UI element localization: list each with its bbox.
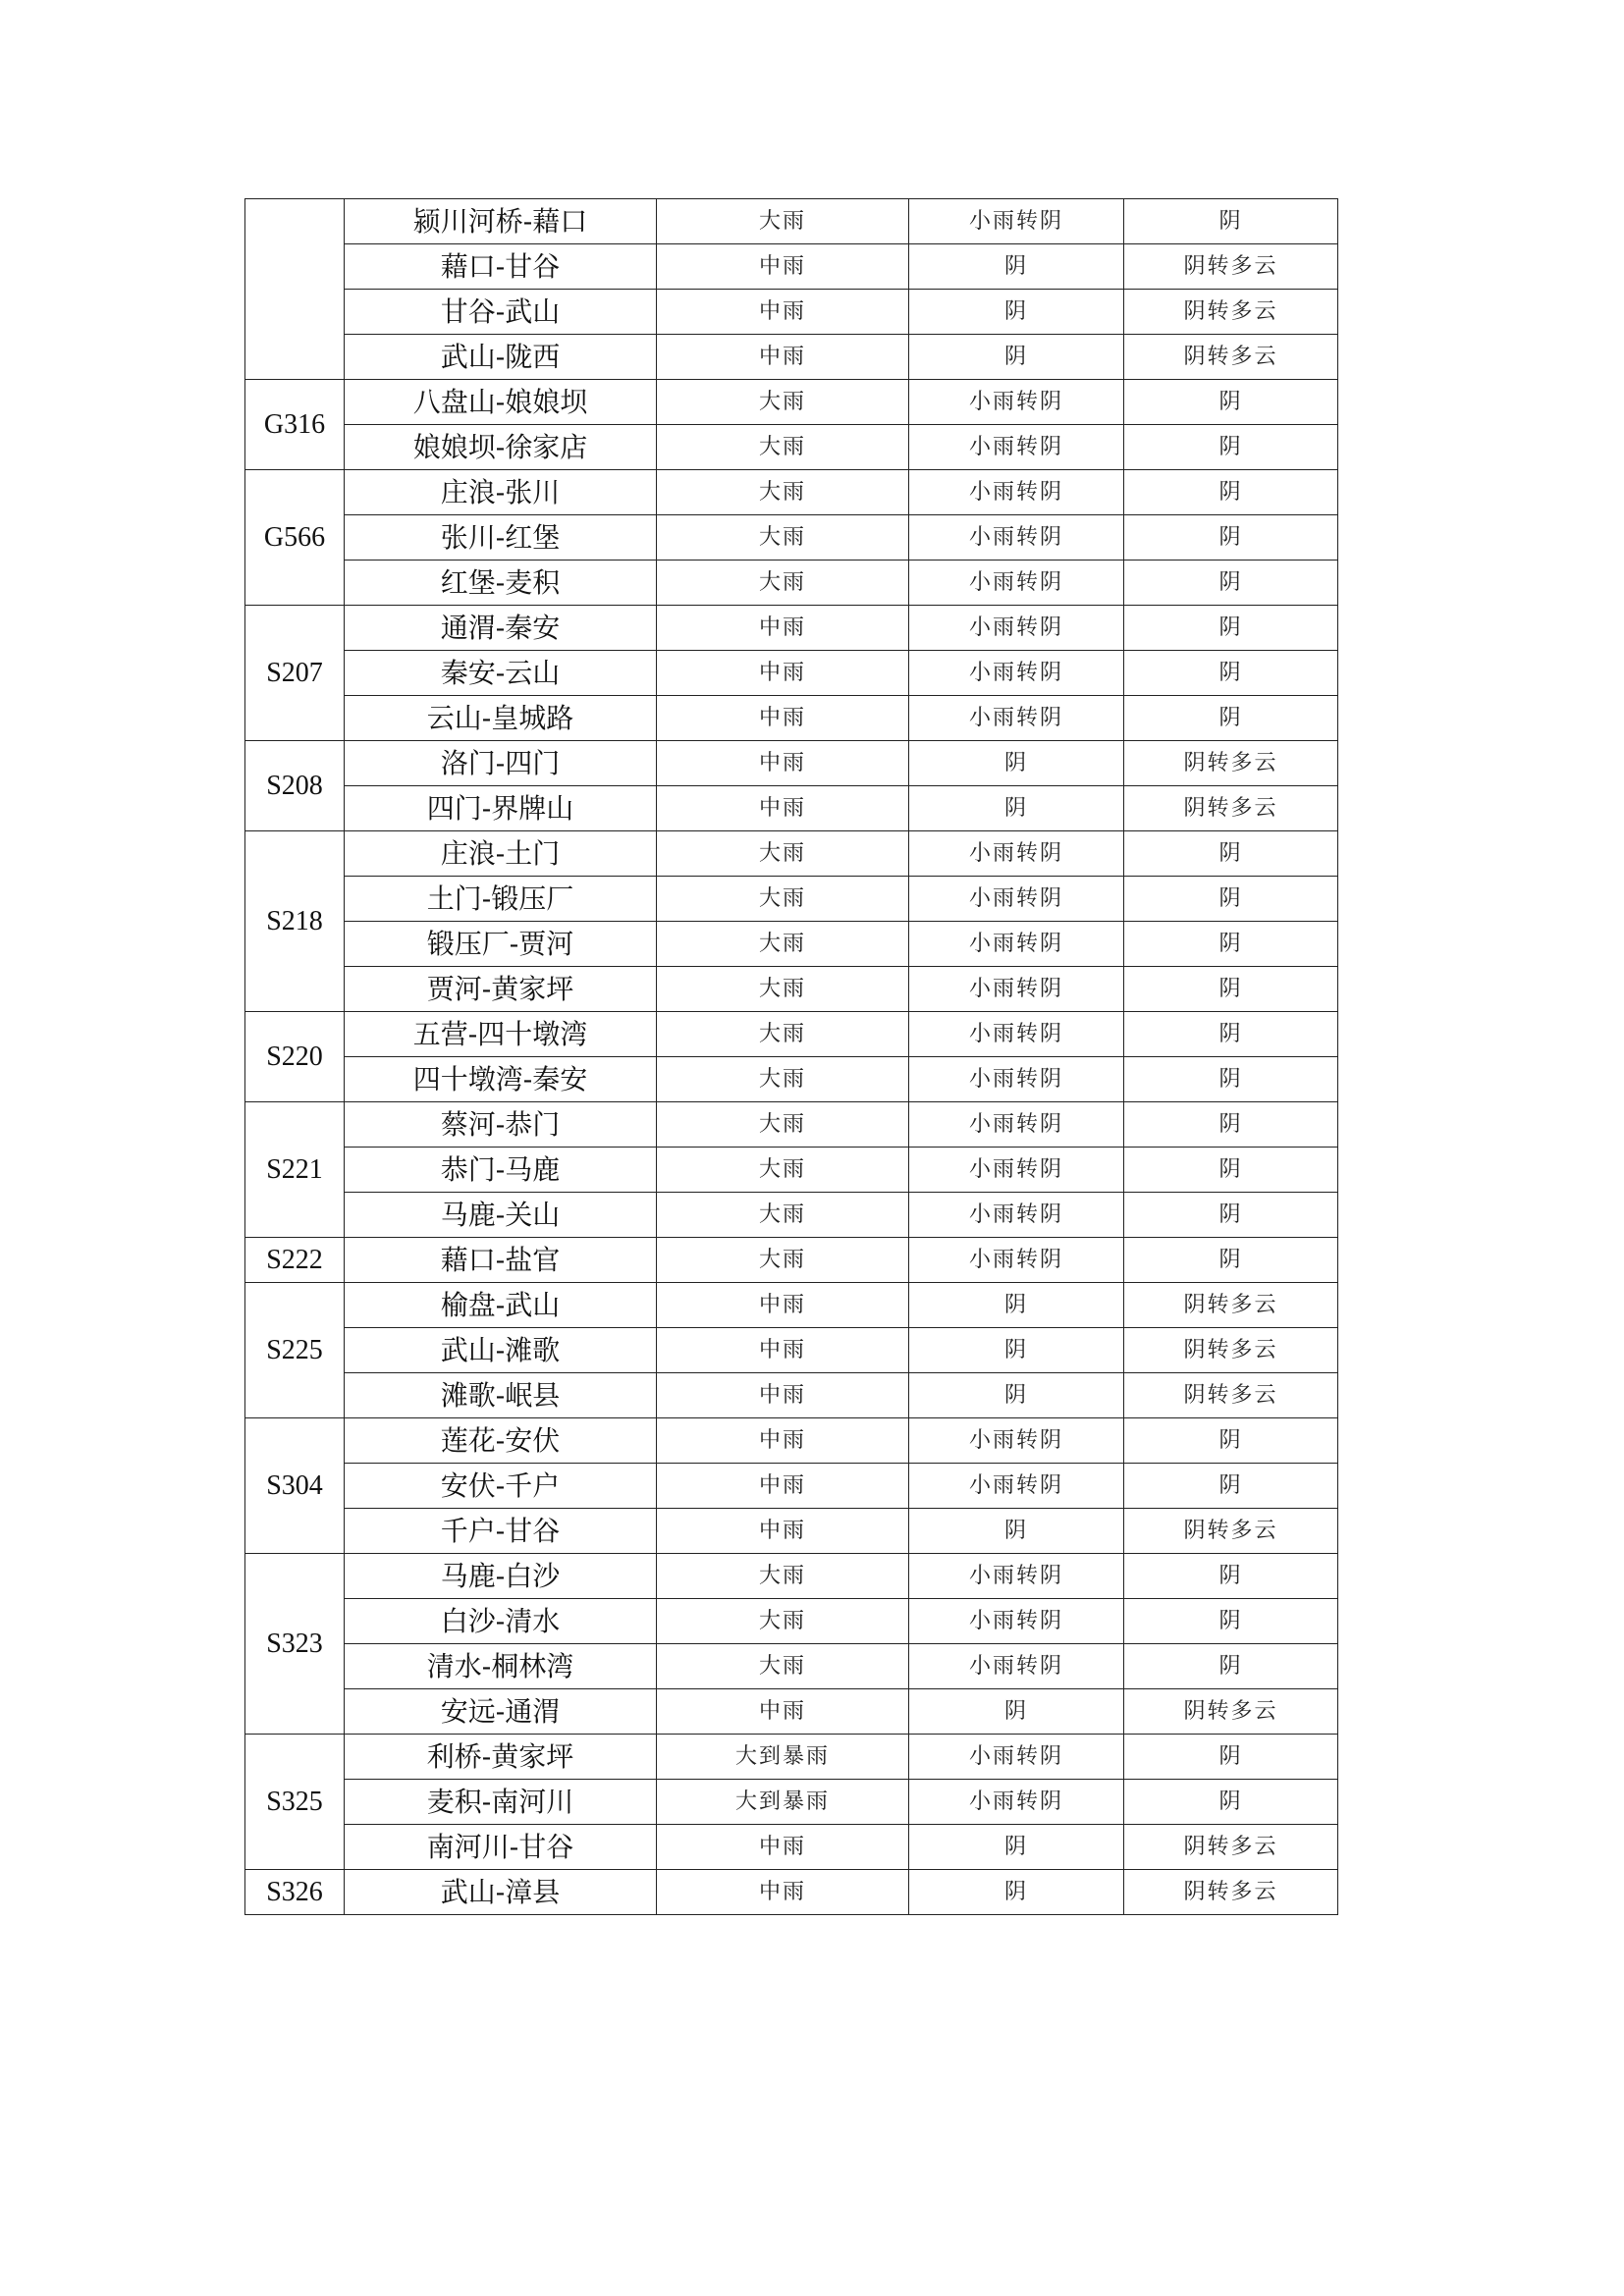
table-row: [245, 1193, 1338, 1238]
road-segment-cell: 云山-皇城路: [345, 696, 657, 741]
weather-day3-cell: 阴: [1124, 831, 1338, 877]
weather-day3-cell: 阴: [1124, 515, 1338, 561]
weather-day2-cell: 小雨转阴: [909, 199, 1124, 244]
weather-day1-cell: 中雨: [657, 1689, 909, 1735]
road-code-cell: G566: [245, 470, 345, 606]
weather-day3-cell: 阴: [1124, 1238, 1338, 1283]
weather-day3-cell: 阴: [1124, 967, 1338, 1012]
road-code-cell: S325: [245, 1735, 345, 1870]
weather-day3-cell: 阴: [1124, 922, 1338, 967]
road-segment-cell: 土门-锻压厂: [345, 877, 657, 922]
weather-day2-cell: 阴: [909, 1825, 1124, 1870]
weather-day2-cell: 小雨转阴: [909, 380, 1124, 425]
weather-day2-cell: 小雨转阴: [909, 1148, 1124, 1193]
weather-day1-cell: 大雨: [657, 1057, 909, 1102]
road-segment-cell: 千户-甘谷: [345, 1509, 657, 1554]
table-row: [245, 470, 1338, 515]
table-row: [245, 561, 1338, 606]
weather-day3-cell: 阴: [1124, 470, 1338, 515]
road-segment-cell: 张川-红堡: [345, 515, 657, 561]
table-row: [245, 1780, 1338, 1825]
weather-day3-cell: 阴: [1124, 1057, 1338, 1102]
table-row: [245, 1689, 1338, 1735]
road-segment-cell: 莲花-安伏: [345, 1418, 657, 1464]
weather-day1-cell: 大雨: [657, 1238, 909, 1283]
weather-day1-cell: 中雨: [657, 696, 909, 741]
weather-day1-cell: 大雨: [657, 425, 909, 470]
weather-day1-cell: 中雨: [657, 1283, 909, 1328]
weather-day1-cell: 大雨: [657, 1193, 909, 1238]
weather-day2-cell: 小雨转阴: [909, 651, 1124, 696]
weather-day3-cell: 阴转多云: [1124, 1870, 1338, 1915]
weather-day1-cell: 中雨: [657, 786, 909, 831]
table-row: [245, 1870, 1338, 1915]
road-code-cell: S304: [245, 1418, 345, 1554]
weather-day1-cell: 中雨: [657, 606, 909, 651]
weather-day1-cell: 大雨: [657, 1148, 909, 1193]
table-row: [245, 1373, 1338, 1418]
weather-day2-cell: 阴: [909, 335, 1124, 380]
weather-day3-cell: 阴转多云: [1124, 335, 1338, 380]
weather-day3-cell: 阴: [1124, 651, 1338, 696]
road-segment-cell: 南河川-甘谷: [345, 1825, 657, 1870]
weather-day2-cell: 阴: [909, 290, 1124, 335]
road-segment-cell: 武山-陇西: [345, 335, 657, 380]
weather-day1-cell: 大雨: [657, 1644, 909, 1689]
table-row: [245, 741, 1338, 786]
weather-day3-cell: 阴转多云: [1124, 1283, 1338, 1328]
weather-day3-cell: 阴转多云: [1124, 1509, 1338, 1554]
weather-day2-cell: 阴: [909, 786, 1124, 831]
road-segment-cell: 白沙-清水: [345, 1599, 657, 1644]
weather-day1-cell: 大雨: [657, 877, 909, 922]
road-segment-cell: 庄浪-张川: [345, 470, 657, 515]
table-row: [245, 786, 1338, 831]
road-code-cell: S225: [245, 1283, 345, 1418]
weather-day3-cell: 阴: [1124, 1599, 1338, 1644]
table-row: [245, 1238, 1338, 1283]
road-segment-cell: 藉口-甘谷: [345, 244, 657, 290]
weather-day2-cell: 小雨转阴: [909, 470, 1124, 515]
road-code-cell: S218: [245, 831, 345, 1012]
weather-day2-cell: 小雨转阴: [909, 1735, 1124, 1780]
weather-day2-cell: 小雨转阴: [909, 831, 1124, 877]
table-row: [245, 1057, 1338, 1102]
table-row: [245, 967, 1338, 1012]
weather-day3-cell: 阴: [1124, 1193, 1338, 1238]
weather-day2-cell: 小雨转阴: [909, 515, 1124, 561]
weather-day1-cell: 大雨: [657, 1012, 909, 1057]
weather-day2-cell: 小雨转阴: [909, 1238, 1124, 1283]
weather-day1-cell: 中雨: [657, 741, 909, 786]
weather-day1-cell: 大雨: [657, 1599, 909, 1644]
weather-day2-cell: 小雨转阴: [909, 1418, 1124, 1464]
road-segment-cell: 榆盘-武山: [345, 1283, 657, 1328]
weather-day2-cell: 阴: [909, 1328, 1124, 1373]
table-row: [245, 877, 1338, 922]
road-segment-cell: 四门-界牌山: [345, 786, 657, 831]
weather-day3-cell: 阴: [1124, 1554, 1338, 1599]
weather-day3-cell: 阴: [1124, 606, 1338, 651]
table-row: [245, 1418, 1338, 1464]
weather-day2-cell: 小雨转阴: [909, 1057, 1124, 1102]
weather-day2-cell: 小雨转阴: [909, 1554, 1124, 1599]
weather-day3-cell: 阴: [1124, 380, 1338, 425]
weather-day3-cell: 阴: [1124, 1012, 1338, 1057]
weather-day2-cell: 小雨转阴: [909, 1780, 1124, 1825]
weather-day3-cell: 阴: [1124, 877, 1338, 922]
weather-day2-cell: 阴: [909, 741, 1124, 786]
weather-day1-cell: 大到暴雨: [657, 1735, 909, 1780]
table-row: [245, 606, 1338, 651]
weather-day1-cell: 中雨: [657, 651, 909, 696]
weather-day3-cell: 阴转多云: [1124, 1328, 1338, 1373]
table-row: [245, 199, 1338, 244]
weather-day1-cell: 大雨: [657, 515, 909, 561]
road-segment-cell: 恭门-马鹿: [345, 1148, 657, 1193]
road-segment-cell: 洛门-四门: [345, 741, 657, 786]
weather-day1-cell: 大雨: [657, 561, 909, 606]
table-row: [245, 1599, 1338, 1644]
road-segment-cell: 红堡-麦积: [345, 561, 657, 606]
table-row: [245, 1825, 1338, 1870]
table-row: [245, 290, 1338, 335]
weather-day2-cell: 阴: [909, 1373, 1124, 1418]
road-segment-cell: 八盘山-娘娘坝: [345, 380, 657, 425]
table-row: [245, 831, 1338, 877]
table-row: [245, 425, 1338, 470]
road-segment-cell: 麦积-南河川: [345, 1780, 657, 1825]
road-code-cell: S207: [245, 606, 345, 741]
road-weather-table: [244, 198, 1338, 1915]
road-segment-cell: 安远-通渭: [345, 1689, 657, 1735]
weather-day1-cell: 中雨: [657, 1825, 909, 1870]
weather-day1-cell: 中雨: [657, 335, 909, 380]
road-segment-cell: 甘谷-武山: [345, 290, 657, 335]
road-segment-cell: 安伏-千户: [345, 1464, 657, 1509]
weather-day2-cell: 小雨转阴: [909, 877, 1124, 922]
road-code-cell: S222: [245, 1238, 345, 1283]
table-row: [245, 1012, 1338, 1057]
weather-day3-cell: 阴: [1124, 1735, 1338, 1780]
weather-day1-cell: 中雨: [657, 1464, 909, 1509]
table-row: [245, 335, 1338, 380]
weather-day3-cell: 阴: [1124, 199, 1338, 244]
weather-day2-cell: 阴: [909, 1870, 1124, 1915]
weather-day1-cell: 中雨: [657, 244, 909, 290]
weather-day2-cell: 小雨转阴: [909, 1012, 1124, 1057]
road-segment-cell: 庄浪-土门: [345, 831, 657, 877]
table-row: [245, 1148, 1338, 1193]
weather-day1-cell: 大雨: [657, 1102, 909, 1148]
road-segment-cell: 秦安-云山: [345, 651, 657, 696]
table-row: [245, 1554, 1338, 1599]
weather-day2-cell: 小雨转阴: [909, 425, 1124, 470]
weather-day1-cell: 中雨: [657, 1509, 909, 1554]
road-code-cell: S326: [245, 1870, 345, 1915]
road-segment-cell: 藉口-盐官: [345, 1238, 657, 1283]
weather-day3-cell: 阴: [1124, 1418, 1338, 1464]
weather-day3-cell: 阴: [1124, 1644, 1338, 1689]
weather-day2-cell: 阴: [909, 1283, 1124, 1328]
road-code-cell: [245, 199, 345, 380]
road-segment-cell: 四十墩湾-秦安: [345, 1057, 657, 1102]
weather-day3-cell: 阴: [1124, 1780, 1338, 1825]
weather-day2-cell: 小雨转阴: [909, 922, 1124, 967]
table-row: [245, 1283, 1338, 1328]
weather-day2-cell: 阴: [909, 1509, 1124, 1554]
weather-day1-cell: 大雨: [657, 470, 909, 515]
weather-day1-cell: 大雨: [657, 380, 909, 425]
weather-day3-cell: 阴转多云: [1124, 1825, 1338, 1870]
road-segment-cell: 贾河-黄家坪: [345, 967, 657, 1012]
weather-day3-cell: 阴: [1124, 1148, 1338, 1193]
weather-day1-cell: 中雨: [657, 1418, 909, 1464]
table-row: [245, 1735, 1338, 1780]
weather-day3-cell: 阴: [1124, 425, 1338, 470]
weather-day2-cell: 阴: [909, 244, 1124, 290]
table-row: [245, 515, 1338, 561]
weather-day1-cell: 大雨: [657, 967, 909, 1012]
weather-day2-cell: 小雨转阴: [909, 1193, 1124, 1238]
road-code-cell: S221: [245, 1102, 345, 1238]
weather-day2-cell: 小雨转阴: [909, 606, 1124, 651]
weather-day2-cell: 阴: [909, 1689, 1124, 1735]
road-code-cell: S220: [245, 1012, 345, 1102]
weather-day3-cell: 阴: [1124, 561, 1338, 606]
table-row: [245, 1644, 1338, 1689]
table-row: [245, 922, 1338, 967]
weather-day1-cell: 大雨: [657, 831, 909, 877]
weather-day1-cell: 中雨: [657, 1870, 909, 1915]
table-row: [245, 1509, 1338, 1554]
weather-day1-cell: 大雨: [657, 922, 909, 967]
weather-day2-cell: 小雨转阴: [909, 967, 1124, 1012]
weather-day3-cell: 阴: [1124, 1464, 1338, 1509]
weather-day1-cell: 中雨: [657, 1373, 909, 1418]
weather-day2-cell: 小雨转阴: [909, 1644, 1124, 1689]
weather-day2-cell: 小雨转阴: [909, 1102, 1124, 1148]
road-segment-cell: 利桥-黄家坪: [345, 1735, 657, 1780]
road-segment-cell: 清水-桐林湾: [345, 1644, 657, 1689]
road-segment-cell: 颍川河桥-藉口: [345, 199, 657, 244]
road-code-cell: G316: [245, 380, 345, 470]
weather-day2-cell: 小雨转阴: [909, 561, 1124, 606]
road-segment-cell: 武山-漳县: [345, 1870, 657, 1915]
weather-day3-cell: 阴转多云: [1124, 1373, 1338, 1418]
table-row: [245, 1102, 1338, 1148]
road-segment-cell: 锻压厂-贾河: [345, 922, 657, 967]
table-row: [245, 244, 1338, 290]
weather-day1-cell: 大雨: [657, 199, 909, 244]
table-row: [245, 1464, 1338, 1509]
weather-day2-cell: 小雨转阴: [909, 1599, 1124, 1644]
road-segment-cell: 马鹿-关山: [345, 1193, 657, 1238]
table-row: [245, 1328, 1338, 1373]
weather-day1-cell: 大到暴雨: [657, 1780, 909, 1825]
table-row: [245, 651, 1338, 696]
road-segment-cell: 五营-四十墩湾: [345, 1012, 657, 1057]
weather-day1-cell: 大雨: [657, 1554, 909, 1599]
table-row: [245, 696, 1338, 741]
road-code-cell: S208: [245, 741, 345, 831]
weather-day1-cell: 中雨: [657, 1328, 909, 1373]
road-segment-cell: 马鹿-白沙: [345, 1554, 657, 1599]
road-segment-cell: 娘娘坝-徐家店: [345, 425, 657, 470]
table-body: [245, 199, 1338, 1915]
weather-day2-cell: 小雨转阴: [909, 1464, 1124, 1509]
weather-day1-cell: 中雨: [657, 290, 909, 335]
road-code-cell: S323: [245, 1554, 345, 1735]
weather-day3-cell: 阴: [1124, 696, 1338, 741]
weather-day3-cell: 阴: [1124, 1102, 1338, 1148]
weather-day3-cell: 阴转多云: [1124, 786, 1338, 831]
weather-day3-cell: 阴转多云: [1124, 741, 1338, 786]
weather-day3-cell: 阴转多云: [1124, 290, 1338, 335]
road-segment-cell: 通渭-秦安: [345, 606, 657, 651]
table-row: [245, 380, 1338, 425]
weather-day3-cell: 阴转多云: [1124, 244, 1338, 290]
weather-day2-cell: 小雨转阴: [909, 696, 1124, 741]
road-segment-cell: 蔡河-恭门: [345, 1102, 657, 1148]
road-segment-cell: 滩歌-岷县: [345, 1373, 657, 1418]
weather-day3-cell: 阴转多云: [1124, 1689, 1338, 1735]
road-segment-cell: 武山-滩歌: [345, 1328, 657, 1373]
